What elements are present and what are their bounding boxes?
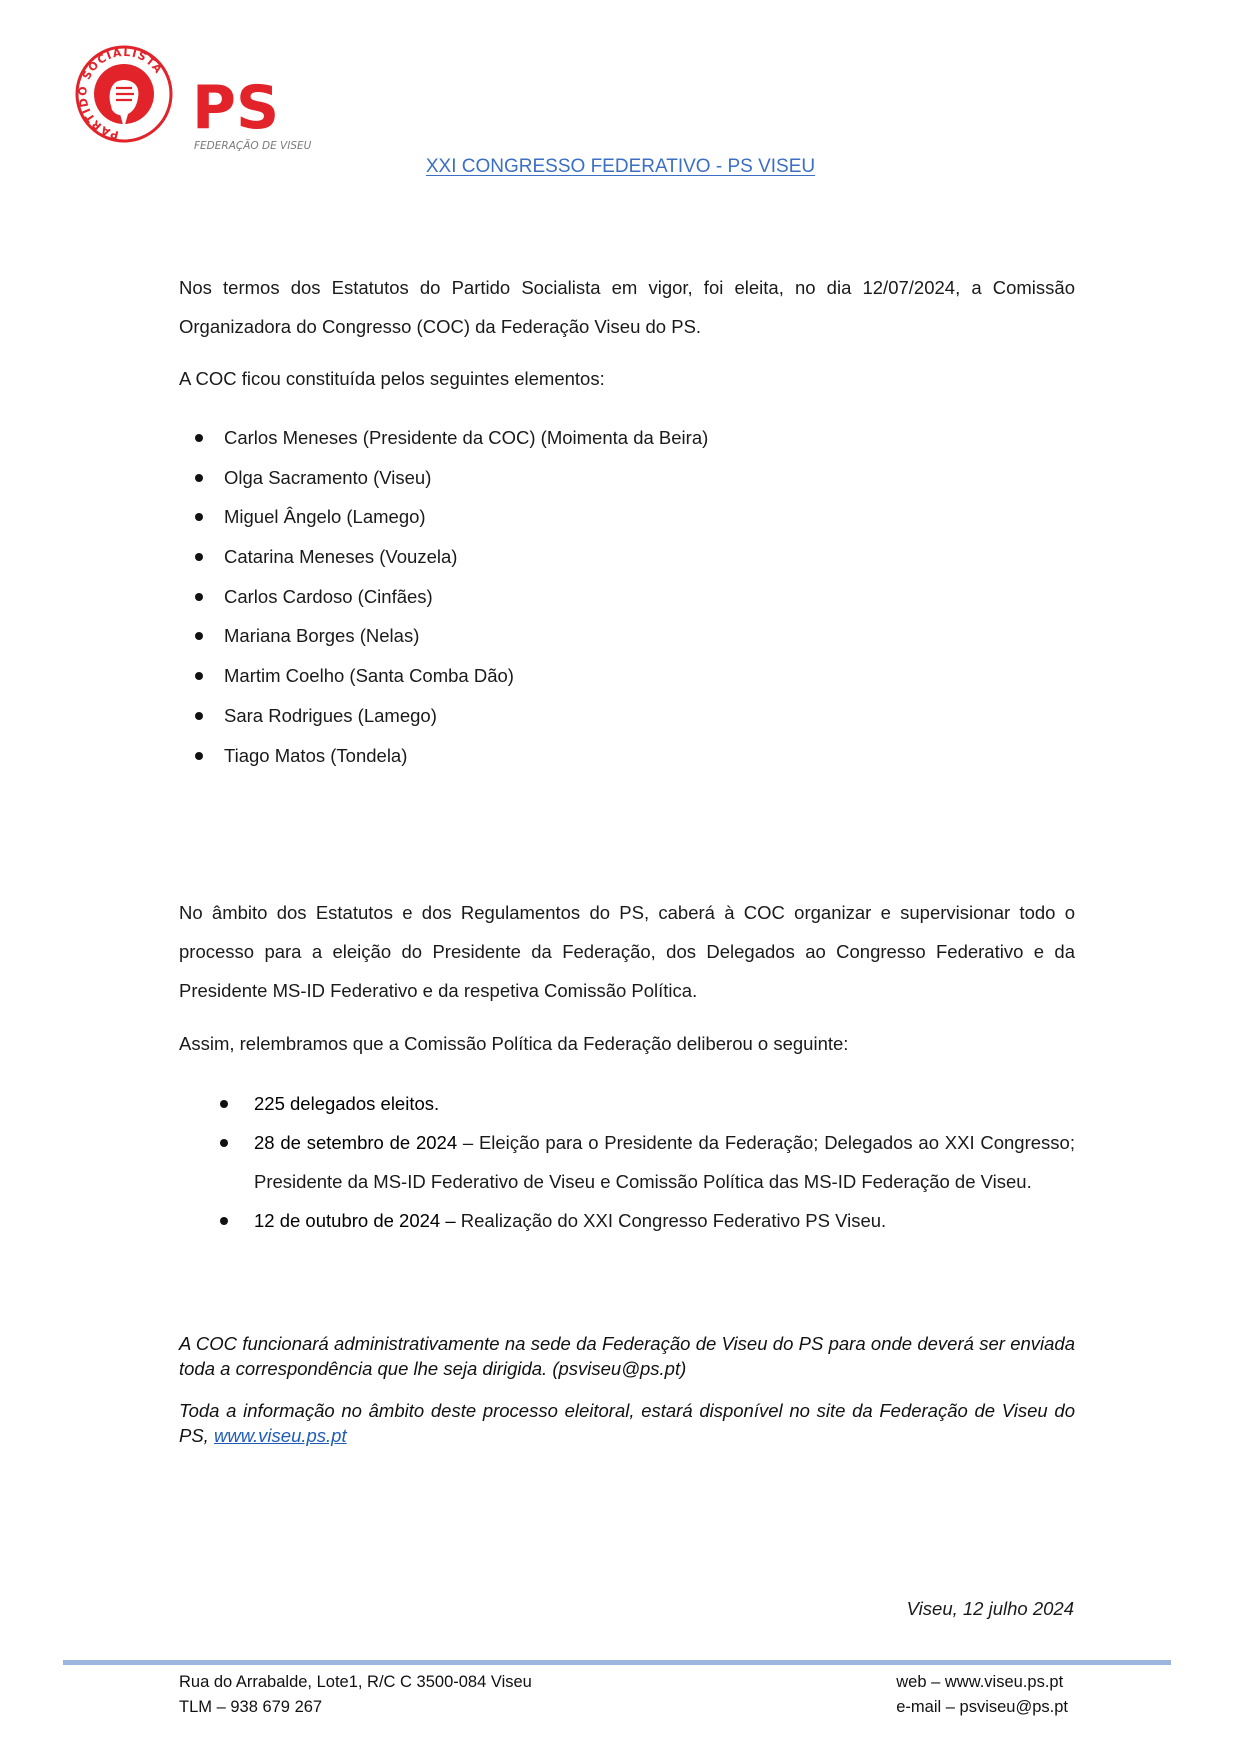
document-title: XXI CONGRESSO FEDERATIVO - PS VISEU — [425, 156, 816, 177]
logo-ring-text: PARTIDO SOCIALISTA — [76, 45, 166, 142]
list-item: Martim Coelho (Santa Comba Dão) — [179, 656, 708, 696]
members-heading: A COC ficou constituída pelos seguintes elementos: — [179, 368, 605, 389]
list-item: Mariana Borges (Nelas) — [179, 616, 708, 656]
footer-email: e-mail – psviseu@ps.pt — [896, 1698, 1068, 1716]
decision-date: 225 delegados eleitos. — [254, 1093, 440, 1114]
info-note — [179, 1398, 1075, 1448]
decision-text: Realização do XXI Congresso Federativo PS Viseu. — [455, 1210, 887, 1231]
intro-paragraph: Nos termos dos Estatutos do Partido Socialista em vigor, foi eleita, no dia 12/07/2024, a Comissão Organizadora do Congresso (COC) da Federação Viseu do PS. — [179, 277, 1075, 337]
decision-date: 12 de outubro de 2024 – — [254, 1210, 456, 1231]
place-date: Viseu, 12 julho 2024 — [906, 1598, 1074, 1619]
list-item: Carlos Meneses (Presidente da COC) (Moimenta da Beira) — [179, 418, 708, 458]
website-link[interactable]: www.viseu.ps.pt — [213, 1425, 347, 1446]
footer-right — [896, 1670, 1068, 1720]
decision-date: 28 de setembro de 2024 — [254, 1132, 458, 1153]
list-item: Catarina Meneses (Vouzela) — [179, 537, 708, 577]
decisions-list — [179, 1084, 1075, 1240]
admin-note: A COC funcionará administrativamente na sede da Federação de Viseu do PS para onde deverá ser enviada toda a correspondência que lhe seja dirigida. (psviseu@ps.pt) — [179, 1333, 1075, 1379]
list-item: Miguel Ângelo (Lamego) — [179, 497, 708, 537]
ps-logo — [74, 44, 354, 156]
footer-left — [179, 1670, 532, 1720]
decision-text: – Eleição para o Presidente da Federação; Delegados ao XXI Congresso; Presidente da MS-ID Federativo de Viseu e Comissão Política das MS-ID Federação de Viseu. — [254, 1132, 1075, 1192]
logo-ps-text: PS — [192, 73, 280, 143]
footer-divider — [63, 1660, 1171, 1665]
scope-paragraph: No âmbito dos Estatutos e dos Regulamentos do PS, caberá à COC organizar e supervisionar todo o processo para a eleição do Presidente da Federação, dos Delegados ao Congresso Federativo e da Presidente MS-ID Federativo e da respetiva Comissão Política. — [179, 902, 1075, 1001]
decisions-heading: Assim, relembramos que a Comissão Política da Federação deliberou o seguinte: — [179, 1033, 849, 1054]
ps-logo-graphic — [74, 44, 354, 156]
members-list — [179, 418, 708, 775]
footer-web: web – www.viseu.ps.pt — [896, 1673, 1064, 1691]
footer-address: Rua do Arrabalde, Lote1, R/C C 3500-084 Viseu — [179, 1673, 532, 1691]
logo-federation-text: FEDERAÇÃO DE VISEU — [194, 140, 312, 152]
list-item — [179, 1084, 1075, 1123]
list-item: Olga Sacramento (Viseu) — [179, 458, 708, 498]
footer-phone: TLM – 938 679 267 — [179, 1698, 323, 1716]
list-item — [179, 1201, 1075, 1240]
info-note-text: Toda a informação no âmbito deste processo eleitoral, estará disponível no site da Federação de Viseu do PS, — [179, 1400, 1075, 1446]
list-item: Sara Rodrigues (Lamego) — [179, 696, 708, 736]
list-item: Carlos Cardoso (Cinfães) — [179, 577, 708, 617]
list-item: Tiago Matos (Tondela) — [179, 736, 708, 776]
list-item — [179, 1123, 1075, 1201]
